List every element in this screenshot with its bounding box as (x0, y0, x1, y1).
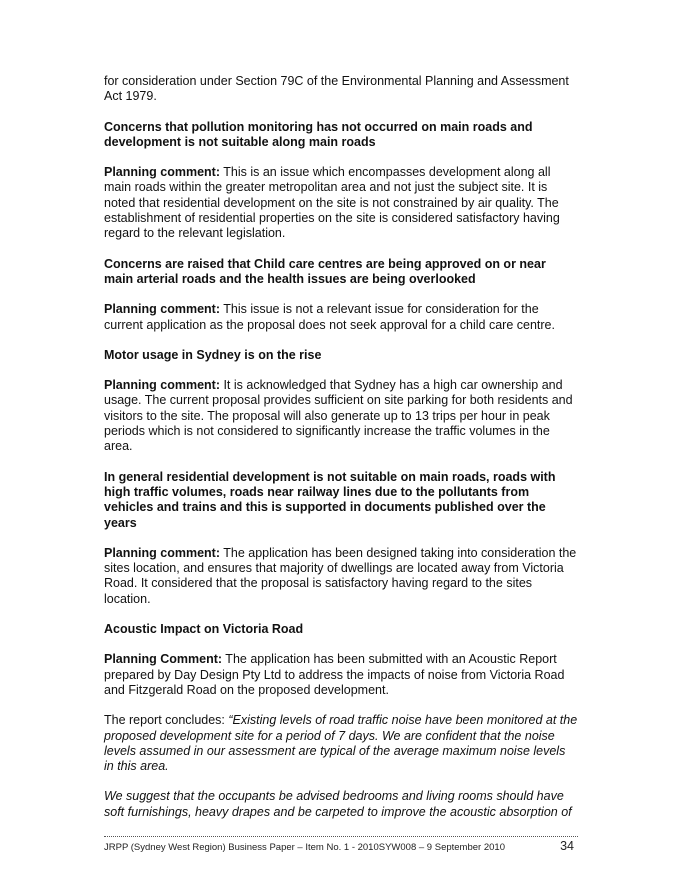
comment-text: This issue is not a relevant issue for consideration for the current application as the proposal does not seek approval for a child care centre. (104, 302, 555, 332)
planning-comment-paragraph (104, 378, 578, 454)
section-heading: In general residential development is not suitable on main roads, roads with high traffic volumes, roads near railway lines due to the pollutants from vehicles and trains and this is supported in documents published over the years (104, 469, 556, 530)
section-heading: Acoustic Impact on Victoria Road (104, 622, 304, 637)
quoted-paragraph: We suggest that the occupants be advised bedrooms and living rooms should have soft furnishings, heavy drapes and be carpeted to improve the acoustic absorption of (104, 789, 572, 819)
section-heading: Concerns are raised that Child care centres are being approved on or near main arterial roads and the health issues are being overlooked (104, 256, 546, 286)
comment-text: The application has been designed taking into consideration the sites location, and ensures that majority of dwellings are located away from Victoria Road. It considered that the proposal is satisfactory having regard to the sites location. (104, 545, 577, 606)
comment-lead: Planning comment: (104, 165, 220, 180)
planning-comment-paragraph (104, 546, 578, 607)
report-conclusion-paragraph (104, 713, 578, 774)
comment-text: The application has been submitted with an Acoustic Report prepared by Day Design Pty Ltd to address the impacts of noise from Victoria Road and Fitzgerald Road on the proposed development. (104, 652, 565, 697)
planning-comment-paragraph (104, 652, 578, 698)
section-heading: Motor usage in Sydney is on the rise (104, 347, 322, 362)
intro-paragraph: for consideration under Section 79C of the Environmental Planning and Assessment Act 1979. (104, 74, 569, 104)
comment-lead: Planning comment: (104, 545, 220, 560)
comment-text: This is an issue which encompasses development along all main roads within the greater metropolitan area and not just the subject site. It is noted that residential development on the site is not constrained by air quality. The establishment of residential properties on the site is considered satisfactory having regard to the relevant legislation. (104, 165, 560, 241)
planning-comment-paragraph (104, 165, 578, 241)
footer-text: JRPP (Sydney West Region) Business Paper – Item No. 1 - 2010SYW008 – 9 September 2010 (104, 842, 505, 853)
section-heading: Concerns that pollution monitoring has not occurred on main roads and development is not suitable along main roads (104, 119, 533, 149)
comment-lead: Planning comment: (104, 302, 220, 317)
page-number: 34 (560, 839, 574, 853)
comment-lead: Planning comment: (104, 378, 220, 393)
quote-intro: The report concludes: (104, 713, 229, 728)
comment-lead: Planning Comment: (104, 652, 223, 667)
comment-text: It is acknowledged that Sydney has a high car ownership and usage. The current proposal provides sufficient on site parking for both residents and visitors to the site. The proposal will also generate up to 13 trips per hour in peak periods which is not considered to significantly increase the traffic volumes in the area. (104, 378, 573, 454)
quoted-text: “Existing levels of road traffic noise have been monitored at the proposed development site for a period of 7 days. We are confident that the noise levels assumed in our assessment are typical of the average maximum noise levels in this area. (104, 713, 578, 774)
document-body (104, 74, 578, 820)
planning-comment-paragraph (104, 302, 578, 333)
page-footer (104, 836, 578, 853)
